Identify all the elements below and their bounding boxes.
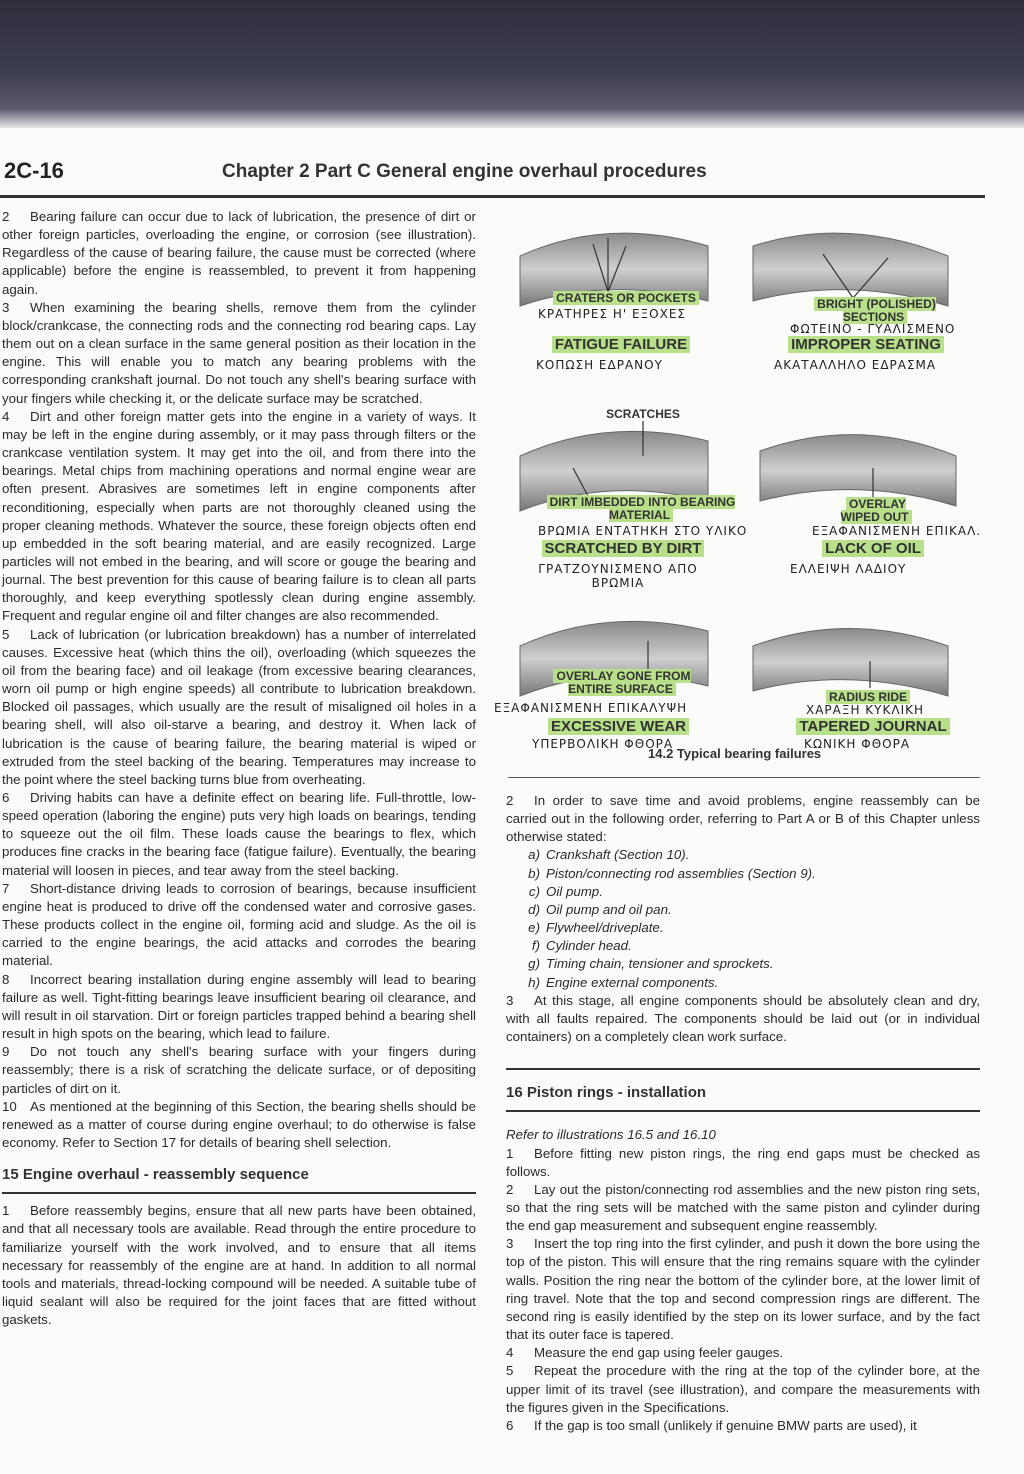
- header-rule: [0, 195, 985, 198]
- greek-note: ΕΞΑΦΑΝΙΣΜΕΝΗ ΕΠΙΚΑΛΥΨΗ: [494, 701, 688, 715]
- label-craters: CRATERS OR POCKETS: [546, 292, 706, 305]
- section-16-heading: 16 Piston rings - installation: [506, 1084, 707, 1102]
- paragraph: 2 Lay out the piston/connecting rod assemblies and the new piston ring sets, so that the ring sets will be matched with the same piston and cylinder during the end gap measurement and subsequent engine reassembly.: [506, 1181, 980, 1234]
- list-item: f) Cylinder head.: [531, 938, 632, 954]
- greek-note: ΦΩΤΕΙΝΟ - ΓΥΑΛΙΣΜΕΝΟ: [790, 322, 956, 336]
- greek-note: ΑΚΑΤΑΛΛΗΛΟ ΕΔΡΑΣΜΑ: [774, 358, 937, 372]
- label-tapered-journal: TAPERED JOURNAL: [788, 718, 958, 735]
- illustration-reference: Refer to illustrations 16.5 and 16.10: [506, 1127, 716, 1143]
- page-number: 2C-16: [4, 158, 64, 183]
- figure-caption: 14.2 Typical bearing failures: [648, 746, 822, 761]
- greek-note: ΓΡΑΤΖΟΥΝΙΣΜΕΝΟ ΑΠΟ ΒΡΩΜΙΑ: [538, 562, 698, 590]
- greek-note: ΚΟΠΩΣΗ ΕΔΡΑΝΟΥ: [536, 358, 663, 372]
- paragraph: 2 In order to save time and avoid problems, engine reassembly can be carried out in the following order, referring to Part A or B of this Chapter unless otherwise stated:: [506, 793, 980, 845]
- section-rule: [506, 1068, 980, 1070]
- greek-note: ΕΞΑΦΑΝΙΣΜΕΝΗ ΕΠΙΚΑΛ.: [812, 524, 982, 538]
- greek-note: ΧΑΡΑΞΗ ΚΥΚΛΙΚΗ: [806, 703, 925, 717]
- paragraph: 3 When examining the bearing shells, remove them from the cylinder block/crankcase, the connecting rods and the connecting rod bearing caps. Lay them out on a clean surface in the same general position as their location in the engine. This will enable you to match any bearing problems with the corresponding crankshaft journal. Do not touch any shell's bearing surface with your fingers while checking it, or the delicate surface may be scratched.: [2, 299, 476, 406]
- label-bright-sections: BRIGHT (POLISHED) SECTIONS: [800, 298, 950, 324]
- label-lack-of-oil: LACK OF OIL: [798, 540, 948, 557]
- label-scratched-by-dirt: SCRATCHED BY DIRT: [528, 540, 718, 557]
- section-rule: [506, 1110, 980, 1112]
- greek-note: ΥΠΕΡΒΟΛΙΚΗ ΦΘΟΡΑ: [532, 737, 674, 751]
- greek-note: ΚΡΑΤΗΡΕΣ Η' ΕΞΟΧΕΣ: [538, 307, 687, 321]
- right-column: [506, 792, 980, 1435]
- chapter-title: Chapter 2 Part C General engine overhaul procedures: [222, 161, 707, 182]
- page-header: [0, 158, 985, 190]
- paragraph: 5 Repeat the procedure with the ring at the top of the cylinder bore, at the upper limit of its travel (see illustration), and compare the measurements with the figures given in the Specifications.: [506, 1363, 980, 1415]
- paragraph: 6 If the gap is too small (unlikely if genuine BMW parts are used), it: [506, 1417, 917, 1433]
- list-item: h) Engine external components.: [528, 974, 719, 990]
- label-overlay-gone: OVERLAY GONE FROM ENTIRE SURFACE: [542, 670, 702, 696]
- paragraph: 5 Lack of lubrication (or lubrication breakdown) has a number of interrelated causes. Excessive heat (which thins the oil), overloading (which squeezes the oil from the bearing face) and oil leakage (from excessive bearing clearances, worn oil pump or high engine speeds) all contribute to lubrication breakdown. Blocked oil passages, which usually are the result of misaligned oil holes in a bearing shell, will also oil-starve a bearing, and destroy it. When lack of lubrication is the cause of bearing failure, the bearing material is wiped or extruded from the steel backing of the bearing. Temperatures may increase to the point where the steel backing turns blue from overheating.: [2, 626, 476, 787]
- paragraph: 4 Dirt and other foreign matter gets into the engine in a variety of ways. It may be left in the engine during assembly, or it may pass through filters or the crankcase ventilation system. It may get into the oil, and from there into the bearings. Metal chips from machining operations and normal engine wear are often present. Abrasives are sometimes left in engine components after reconditioning, especially when parts are not thoroughly cleaned using the proper cleaning methods. Whatever the source, these foreign objects often end up embedded in the soft bearing material, and are easily recognized. Large particles will not embed in the bearing, and will score or gouge the bearing and journal. The best prevention for this cause of bearing failure is to clean all parts thoroughly, and keep everything spotlessly clean during engine assembly. Frequent and regular engine oil and filter changes are also recommended.: [2, 408, 476, 624]
- paragraph: 10 As mentioned at the beginning of this Section, the bearing shells should be renewed as a matter of course during engine overhaul; to do otherwise is false economy. Refer to Section 17 for details of bearing shell selection.: [2, 1098, 476, 1150]
- paragraph: 3 Insert the top ring into the first cylinder, and push it down the bore using the top of the piston. This will ensure that the ring remains square with the cylinder walls. Position the ring near the bottom of the cylinder bore, at the lower limit of ring travel. Note that the top and second compression rings are different. The second ring is easily identified by the step on its lower surface, and by the fact that its outer face is tapered.: [506, 1236, 980, 1343]
- paragraph: 1 Before fitting new piston rings, the ring end gaps must be checked as follows.: [506, 1145, 980, 1179]
- paragraph: 8 Incorrect bearing installation during engine assembly will lead to bearing failure as well. Tight-fitting bearings leave insufficient bearing oil clearance, and will result in oil starvation. Dirt or foreign particles trapped behind a bearing shell result in high spots on the bearing, which lead to failure.: [2, 971, 476, 1042]
- greek-note: ΕΛΛΕΙΨΗ ΛΑΔΙΟΥ: [790, 562, 907, 576]
- list-item: b) Piston/connecting rod assemblies (Section 9).: [528, 865, 816, 881]
- list-item: d) Oil pump and oil pan.: [528, 901, 672, 917]
- label-scratches: SCRATCHES: [606, 407, 680, 421]
- label-excessive-wear: EXCESSIVE WEAR: [536, 718, 701, 735]
- paragraph: 2 Bearing failure can occur due to lack of lubrication, the presence of dirt or other foreign particles, overloading the engine, or corrosion (see illustration). Regardless of the cause of bearing failure, the cause must be corrected (where applicable) before the engine is reassembled, to prevent it from happening again.: [2, 209, 476, 297]
- label-improper-seating: IMPROPER SEATING: [776, 336, 956, 353]
- paragraph: 1 Before reassembly begins, ensure that all new parts have been obtained, and that all necessary tools are available. Read through the entire procedure to familiarize yourself with the work involved, and to ensure that all items necessary for reassembly of the engine are at hand. In addition to all normal tools and materials, thread-locking compound will be needed. A suitable tube of liquid sealant will also be required for the joint faces that are fitted without gaskets.: [2, 1203, 476, 1328]
- section-15-heading: 15 Engine overhaul - reassembly sequence: [2, 1166, 309, 1184]
- paragraph: 9 Do not touch any shell's bearing surface with your fingers during reassembly; there is a risk of scratching the delicate surface, or of depositing particles of dirt on it.: [2, 1044, 476, 1096]
- list-item: e) Flywheel/driveplate.: [528, 920, 664, 936]
- label-overlay-wiped-out: OVERLAY WIPED OUT: [828, 498, 924, 524]
- scan-dark-edge: [0, 0, 1024, 128]
- list-item: a) Crankshaft (Section 10).: [528, 847, 690, 863]
- paragraph: 3 At this stage, all engine components should be absolutely clean and dry, with all faults repaired. The components should be laid out (or in individual containers) on a completely clean work surface.: [506, 992, 980, 1045]
- paragraph: 6 Driving habits can have a definite effect on bearing life. Full-throttle, low-speed operation (laboring the engine) puts very high loads on bearings, tending to squeeze out the oil film. These loads cause the bearings to flex, which produces fine cracks in the bearing face (fatigue failure). Eventually, the bearing material will loosen in pieces, and tear away from the steel backing.: [2, 790, 476, 878]
- left-column: [2, 208, 476, 1329]
- greek-note: ΚΩΝΙΚΗ ΦΘΟΡΑ: [804, 737, 911, 751]
- label-dirt-imbedded: DIRT IMBEDDED INTO BEARING MATERIAL: [546, 496, 736, 522]
- figure-rule: [508, 777, 980, 778]
- label-fatigue-failure: FATIGUE FAILURE: [536, 336, 706, 353]
- list-item: c) Oil pump.: [528, 883, 603, 899]
- section-rule: [2, 1192, 476, 1194]
- list-item: g) Timing chain, tensioner and sprockets.: [528, 956, 774, 972]
- paragraph: 7 Short-distance driving leads to corrosion of bearings, because insufficient engine heat is produced to drive off the condensed water and corrosive gases. These products collect in the engine oil, forming acid and sludge. As the oil is carried to the engine bearings, the acid attacks and corrodes the bearing material.: [2, 880, 476, 969]
- greek-note: ΒΡΩΜΙΑ ΕΝΤΑΤΗΚΗ ΣΤΟ ΥΛΙΚΟ: [538, 524, 748, 538]
- paragraph: 4 Measure the end gap using feeler gauges.: [506, 1345, 784, 1361]
- reassembly-order-list: [506, 846, 980, 991]
- bearing-failures-figure: [494, 206, 1018, 772]
- label-radius-ride: RADIUS RIDE: [813, 691, 923, 704]
